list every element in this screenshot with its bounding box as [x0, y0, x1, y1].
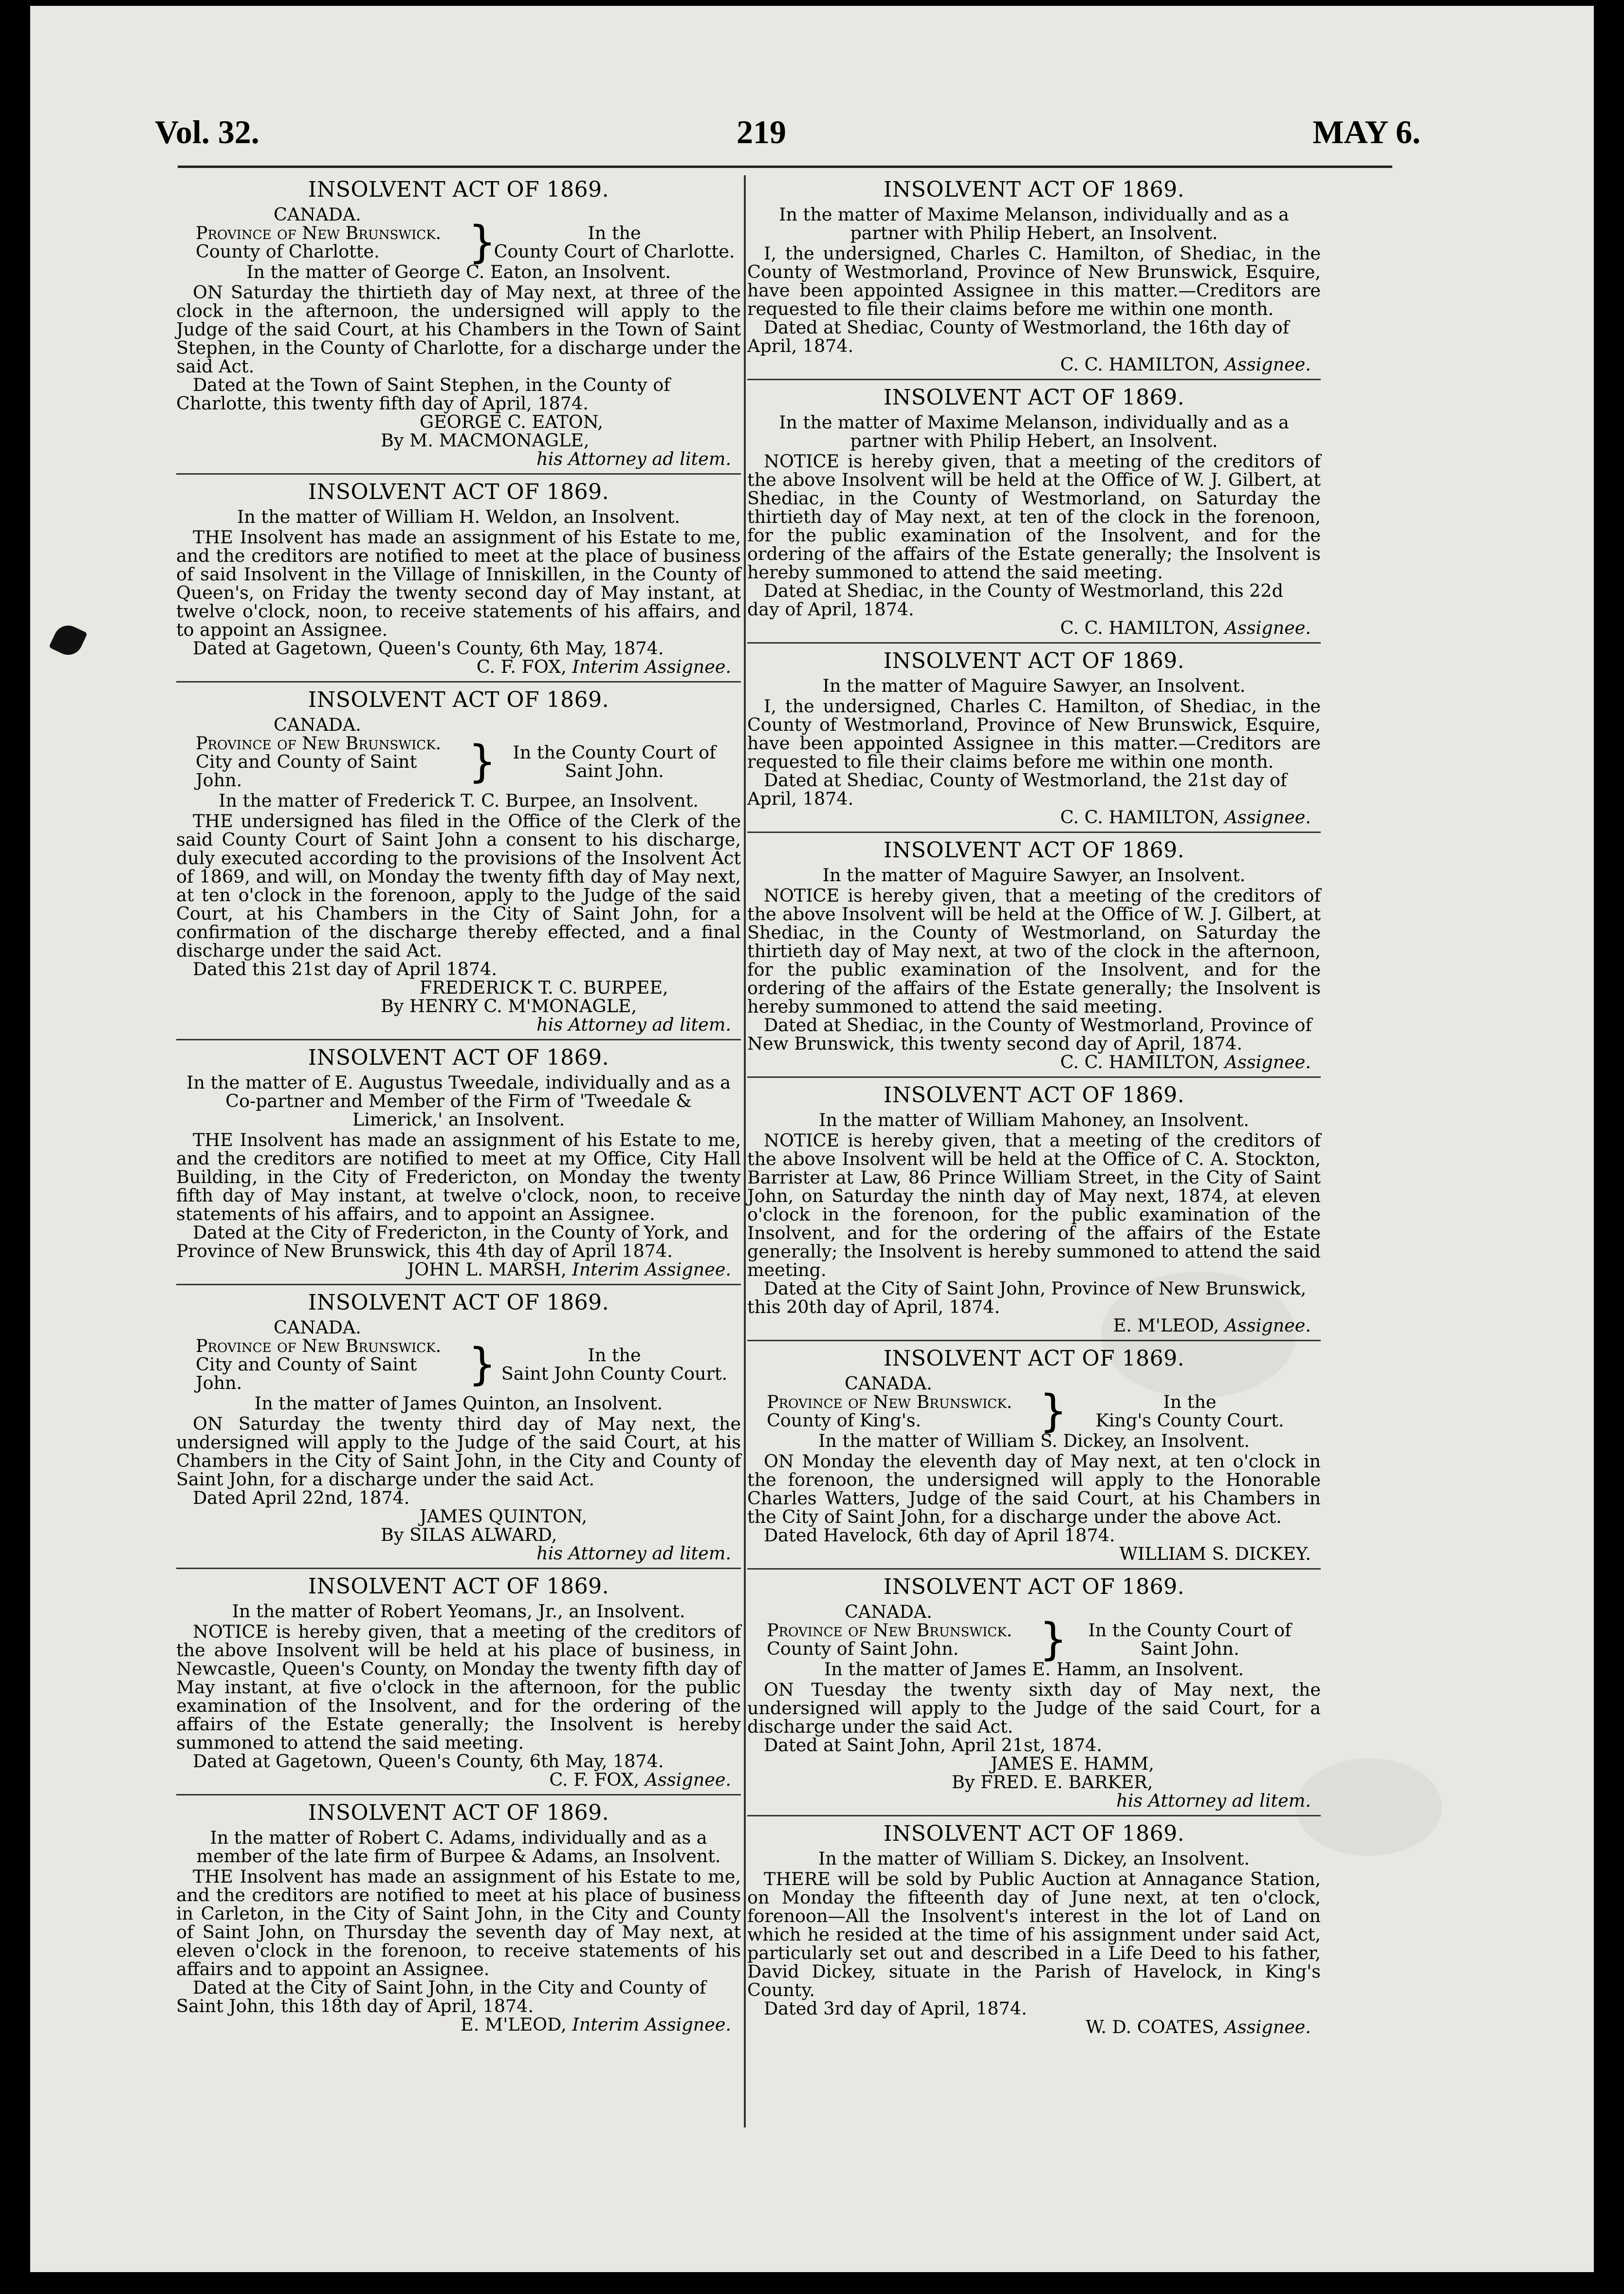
- attorney-name: SILAS ALWARD,: [409, 1524, 557, 1545]
- notice-body: NOTICE is hereby given, that a meeting of the creditors of the above Insolvent will be held at the Office of W. J. Gilbert, at Shediac, in the County of Westmorland, on Saturday the thirtieth day of May next, at ten of the clock in the forenoon, for the public examination of the Insolvent, and for the ordering of the affairs of the Estate generally; the Insolvent is hereby summoned to attend the said meeting.: [747, 451, 1321, 583]
- caption-left-line: Province of New Brunswick.: [767, 1620, 1013, 1641]
- matter-line: In the matter of E. Augustus Tweedale, individually and as a Co-partner and Member of the Firm of 'Tweedale & Limerick,' an Insolvent.: [186, 1072, 731, 1130]
- attorney-role: his Attorney ad litem.: [536, 1014, 731, 1035]
- signer-role: Assignee.: [1224, 354, 1311, 375]
- court-caption: [176, 1318, 741, 1392]
- notice-block: [176, 1798, 741, 2039]
- caption-court: [488, 1346, 741, 1383]
- signer-name: C. F. FOX,: [476, 656, 567, 677]
- notice-body: ON Saturday the thirtieth day of May next, at three of the clock in the afternoon, the undersigned will apply to the Judge of the said Court, at his Chambers in the Town of Saint Stephen, in the County of Charlotte, for a discharge under the said Act.: [176, 282, 741, 377]
- caption-jurisdiction: [176, 734, 468, 790]
- dated-line: Dated 3rd day of April, 1874.: [764, 1998, 1027, 2019]
- caption-country: CANADA.: [274, 204, 361, 225]
- notice-block: [747, 836, 1321, 1078]
- dated-line: Dated this 21st day of April 1874.: [193, 959, 497, 980]
- matter-line: In the matter of Frederick T. C. Burpee, an Insolvent.: [219, 790, 699, 811]
- caption-left-line: City and County of Saint John.: [196, 751, 417, 791]
- matter-line: In the matter of William S. Dickey, an Insolvent.: [818, 1848, 1250, 1869]
- matter-line: In the matter of Maguire Sawyer, an Insolvent.: [822, 675, 1246, 696]
- by-label: By: [381, 996, 404, 1017]
- brace-glyph: }: [468, 736, 497, 787]
- page-header: [155, 113, 1421, 166]
- caption-right-line: King's County Court.: [1095, 1410, 1284, 1431]
- signer-name: JOHN L. MARSH,: [407, 1259, 567, 1280]
- attorney-role: his Attorney ad litem.: [1116, 1790, 1311, 1811]
- dated-line: Dated at the City of Fredericton, in the County of York, and Province of New Brunswick, this 4th day of April 1874.: [176, 1222, 729, 1261]
- signer-name: FREDERICK T. C. BURPEE,: [420, 977, 668, 998]
- notice-title: INSOLVENT ACT OF 1869.: [308, 687, 609, 712]
- matter-line: In the matter of James E. Hamm, an Insolvent.: [824, 1659, 1244, 1680]
- matter-line: In the matter of George C. Eaton, an Insolvent.: [246, 261, 671, 282]
- court-caption: [747, 1601, 1321, 1665]
- notice-title: INSOLVENT ACT OF 1869.: [883, 648, 1185, 673]
- dated-line: Dated at Shediac, County of Westmorland, the 16th day of April, 1874.: [747, 317, 1290, 356]
- column-divider: [744, 175, 746, 2128]
- caption-left-line: County of Charlotte.: [196, 241, 380, 262]
- by-label: By: [952, 1772, 975, 1793]
- attorney-name: FRED. E. BARKER,: [980, 1772, 1153, 1793]
- court-caption: [176, 716, 741, 790]
- signature-line: [747, 619, 1321, 637]
- notice-body: THE undersigned has filed in the Office of the Clerk of the said County Court of Saint John a consent to his discharge, duly executed according to the provisions of the Insolvent Act of 1869, and will, on Monday the twenty fifth day of May next, at ten o'clock in the forenoon, apply to the Judge of the said Court, at his Chambers in the City of Saint John, for a confirmation of the discharge thereby effected, and a final discharge under the said Act.: [176, 811, 741, 961]
- signer-name: JAMES E. HAMM,: [991, 1753, 1155, 1774]
- caption-right-line: Saint John.: [565, 760, 664, 781]
- notice-body: NOTICE is hereby given, that a meeting of the creditors of the above Insolvent will be held at the Office of W. J. Gilbert, at Shediac, in the County of Westmorland, on Saturday the thirtieth day of May next, at two of the clock in the afternoon, for the public examination of the Insolvent, and for the ordering of the affairs of the Estate generally; the Insolvent is hereby summoned to attend the said meeting.: [747, 885, 1321, 1017]
- notice-body: I, the undersigned, Charles C. Hamilton, of Shediac, in the County of Westmorland, Province of New Brunswick, Esquire, have been appointed Assignee in this matter.—Creditors are requested to file their claims before me within one month.: [747, 696, 1321, 772]
- signature-line: [176, 1771, 741, 1789]
- brace-glyph: }: [1039, 1614, 1068, 1665]
- signature-line: [176, 2016, 741, 2034]
- caption-right-line: In the: [588, 1345, 641, 1366]
- signer-name: W. D. COATES,: [1086, 2016, 1219, 2037]
- caption-left-line: County of Saint John.: [767, 1638, 959, 1659]
- notice-body: ON Saturday the twenty third day of May next, the undersigned will apply to the Judge of the said Court, at his Chambers in the City of Saint John, in the City and County of Saint John, for a discharge under the said Act.: [176, 1413, 741, 1490]
- caption-jurisdiction: [176, 1337, 468, 1392]
- notice-body: NOTICE is hereby given, that a meeting of the creditors of the above Insolvent will be held at his place of business, in Newcastle, Queen's County, on Monday the twenty fifth day of May instant, at five o'clock in the afternoon, for the public examination of the Insolvent, and for the ordering of the affairs of the Estate generally; the Insolvent is hereby summoned to attend the said meeting.: [176, 1621, 741, 1753]
- caption-right-line: County Court of Charlotte.: [494, 241, 735, 262]
- notice-title: INSOLVENT ACT OF 1869.: [883, 177, 1185, 202]
- caption-row: [747, 1614, 1321, 1665]
- brace-glyph: }: [468, 1339, 497, 1390]
- signer-role: Assignee.: [1224, 1052, 1311, 1073]
- signature-line: [176, 658, 741, 676]
- notice-body: ON Tuesday the twenty sixth day of May next, the undersigned will apply to the Judge of the said Court, for a discharge under the said Act.: [747, 1679, 1321, 1737]
- signature-line: [747, 1316, 1321, 1335]
- left-column: [176, 175, 741, 2042]
- signature-line: [747, 355, 1321, 374]
- brace-glyph: }: [468, 217, 497, 268]
- caption-country: CANADA.: [274, 1317, 361, 1338]
- matter-line: In the matter of Robert C. Adams, individually and as a member of the late firm of Burpee & Adams, an Insolvent.: [196, 1827, 721, 1867]
- signature-line: [747, 1053, 1321, 1072]
- signer-name: E. M'LEOD,: [461, 2014, 567, 2035]
- attorney-role: his Attorney ad litem.: [536, 1543, 731, 1564]
- notice-body: THE Insolvent has made an assignment of his Estate to me, and the creditors are notified to meet at my Office, City Hall Building, in the City of Fredericton, on Monday the twenty fifth day of May instant, at twelve o'clock, noon, to receive statements of his affairs, and to appoint an Assignee.: [176, 1129, 741, 1224]
- caption-court: [1059, 1621, 1321, 1658]
- notice-block: [747, 383, 1321, 644]
- matter-line: In the matter of William S. Dickey, an Insolvent.: [818, 1430, 1250, 1451]
- signer-name: C. C. HAMILTON,: [1060, 354, 1219, 375]
- notice-title: INSOLVENT ACT OF 1869.: [883, 1574, 1185, 1599]
- by-label: By: [381, 1524, 404, 1545]
- signer-name: C. C. HAMILTON,: [1060, 807, 1219, 828]
- dated-line: Dated at the Town of Saint Stephen, in the County of Charlotte, this twenty fifth day of April, 1874.: [176, 374, 670, 414]
- signer-role: Assignee.: [1224, 807, 1311, 828]
- caption-left-line: City and County of Saint John.: [196, 1354, 417, 1393]
- signature-line: [176, 1260, 741, 1279]
- notice-title: INSOLVENT ACT OF 1869.: [308, 177, 609, 202]
- caption-row: [176, 1337, 741, 1392]
- notice-block: [176, 1288, 741, 1569]
- dated-line: Dated Havelock, 6th day of April 1874.: [764, 1525, 1115, 1546]
- caption-country: CANADA.: [274, 714, 361, 735]
- signer-role: Interim Assignee.: [572, 2014, 731, 2035]
- dated-line: Dated at Shediac, County of Westmorland, the 21st day of April, 1874.: [747, 770, 1287, 809]
- matter-line: In the matter of James Quinton, an Insolvent.: [254, 1393, 663, 1414]
- notice-block: [747, 1081, 1321, 1341]
- dated-line: Dated at Shediac, in the County of Westmorland, Province of New Brunswick, this twenty second day of April, 1874.: [747, 1015, 1312, 1054]
- notice-block: [747, 175, 1321, 380]
- notice-block: [176, 1043, 741, 1285]
- dated-line: Dated at Saint John, April 21st, 1874.: [764, 1735, 1102, 1756]
- notice-body: I, the undersigned, Charles C. Hamilton, of Shediac, in the County of Westmorland, Province of New Brunswick, Esquire, have been appointed Assignee in this matter.—Creditors are requested to file their claims before me within one month.: [747, 243, 1321, 319]
- caption-right-line: In the County Court of: [1088, 1620, 1292, 1641]
- caption-left-line: County of King's.: [767, 1410, 922, 1431]
- notice-title: INSOLVENT ACT OF 1869.: [308, 1045, 609, 1070]
- notice-block: [176, 478, 741, 683]
- caption-left-line: Province of New Brunswick.: [767, 1391, 1013, 1412]
- signer-role: Assignee.: [1224, 2016, 1311, 2037]
- notice-block: [747, 1572, 1321, 1816]
- issue-date: MAY 6.: [1312, 113, 1421, 150]
- caption-jurisdiction: [176, 224, 468, 261]
- page-number: 219: [737, 113, 786, 150]
- signer-name: E. M'LEOD,: [1113, 1315, 1219, 1336]
- caption-left-line: Province of New Brunswick.: [196, 222, 442, 243]
- dated-line: Dated at Gagetown, Queen's County, 6th May, 1874.: [193, 638, 664, 659]
- notice-block: [176, 175, 741, 475]
- dated-line: Dated at Gagetown, Queen's County, 6th May, 1874.: [193, 1751, 664, 1772]
- notice-title: INSOLVENT ACT OF 1869.: [883, 1346, 1185, 1371]
- by-label: By: [381, 430, 404, 451]
- notice-body: ON Monday the eleventh day of May next, at ten o'clock in the forenoon, the undersigned will apply to the Honorable Charles Watters, Judge of the said Court, at his Chambers in the City of Saint John, for a discharge under the above Act.: [747, 1451, 1321, 1527]
- notice-title: INSOLVENT ACT OF 1869.: [308, 1574, 609, 1599]
- caption-right-line: Saint John.: [1140, 1638, 1239, 1659]
- caption-right-line: In the County Court of: [513, 742, 716, 763]
- notice-title: INSOLVENT ACT OF 1869.: [883, 385, 1185, 410]
- caption-left-line: Province of New Brunswick.: [196, 1335, 442, 1356]
- notice-title: INSOLVENT ACT OF 1869.: [308, 1800, 609, 1825]
- notice-body: THE Insolvent has made an assignment of his Estate to me, and the creditors are notified to meet at his place of business in Carleton, in the City of Saint John, in the City and County of Saint John, on Thursday the seventh day of May next, at eleven o'clock in the forenoon, to receive statements of his affairs and to appoint an Assignee.: [176, 1866, 741, 1980]
- matter-line: In the matter of William H. Weldon, an Insolvent.: [237, 506, 680, 527]
- caption-country: CANADA.: [845, 1373, 932, 1394]
- matter-line: In the matter of Maguire Sawyer, an Insolvent.: [822, 865, 1246, 886]
- notice-title: INSOLVENT ACT OF 1869.: [308, 1290, 609, 1315]
- dated-line: Dated April 22nd, 1874.: [193, 1487, 410, 1508]
- signer-role: Interim Assignee.: [572, 1259, 731, 1280]
- volume-label: Vol. 32.: [155, 113, 259, 150]
- caption-left-line: Province of New Brunswick.: [196, 733, 442, 754]
- notice-block: [747, 1344, 1321, 1570]
- header-rule: [178, 166, 1392, 168]
- notice-block: [176, 685, 741, 1040]
- attorney-line: [176, 431, 741, 450]
- notice-body: THERE will be sold by Public Auction at Annagance Station, on Monday the fifteenth day of June next, at ten o'clock, forenoon—All the Insolvent's interest in the lot of Land on which he resided at the time of his assignment under said Act, particularly set out and described in a Life Deed to his father, David Dickey, situate in the Parish of Havelock, in King's County.: [747, 1868, 1321, 2000]
- signature-line: [747, 1545, 1321, 1563]
- notice-title: INSOLVENT ACT OF 1869.: [883, 838, 1185, 863]
- notice-title: INSOLVENT ACT OF 1869.: [883, 1083, 1185, 1108]
- caption-jurisdiction: [747, 1621, 1039, 1658]
- signer-name: C. C. HAMILTON,: [1060, 617, 1219, 638]
- signer-role: Assignee.: [1224, 617, 1311, 638]
- signature-line: [747, 808, 1321, 827]
- caption-court: [488, 224, 741, 261]
- notice-body: THE Insolvent has made an assignment of his Estate to me, and the creditors are notified to meet at the place of business of said Insolvent in the Village of Inniskillen, in the County of Queen's, on Friday the twenty second day of May instant, at twelve o'clock, noon, to receive statements of his affairs, and to appoint an Assignee.: [176, 527, 741, 640]
- matter-line: In the matter of Maxime Melanson, individually and as a partner with Philip Hebert, an Insolvent.: [779, 412, 1289, 451]
- matter-line: In the matter of Maxime Melanson, individually and as a partner with Philip Hebert, an Insolvent.: [779, 204, 1289, 243]
- notice-body: NOTICE is hereby given, that a meeting of the creditors of the above Insolvent will be held at the Office of C. A. Stockton, Barrister at Law, 86 Prince William Street, in the City of Saint John, on Saturday the ninth day of May next, 1874, at eleven o'clock in the forenoon, for the public examination of the Insolvent, and for the ordering of the affairs of the Estate generally; the Insolvent is hereby summoned to attend the said meeting.: [747, 1130, 1321, 1280]
- attorney-line: [747, 1773, 1321, 1792]
- brace-glyph: }: [1039, 1386, 1068, 1437]
- caption-jurisdiction: [747, 1393, 1039, 1430]
- attorney-line: [176, 1526, 741, 1544]
- attorney-role: his Attorney ad litem.: [536, 448, 731, 469]
- matter-line: In the matter of William Mahoney, an Insolvent.: [819, 1110, 1249, 1130]
- attorney-line: [176, 997, 741, 1016]
- notice-block: [176, 1572, 741, 1795]
- signer-name: C. C. HAMILTON,: [1060, 1052, 1219, 1073]
- caption-right-line: Saint John County Court.: [501, 1363, 728, 1384]
- notice-block: [747, 1819, 1321, 2041]
- caption-court: [488, 743, 741, 780]
- caption-row: [747, 1386, 1321, 1437]
- caption-court: [1059, 1393, 1321, 1430]
- attorney-name: M. MACMONAGLE,: [409, 430, 590, 451]
- attorney-name: HENRY C. M'MONAGLE,: [409, 996, 637, 1017]
- dated-line: Dated at Shediac, in the County of Westmorland, this 22d day of April, 1874.: [747, 580, 1283, 620]
- caption-row: [176, 217, 741, 268]
- court-caption: [747, 1373, 1321, 1437]
- dated-line: Dated at the City of Saint John, Province of New Brunswick, this 20th day of April, 1874.: [747, 1278, 1307, 1317]
- signer-role: Assignee.: [645, 1769, 731, 1790]
- signer-name: WILLIAM S. DICKEY.: [1119, 1543, 1311, 1564]
- signer-role: Assignee.: [1224, 1315, 1311, 1336]
- notice-block: [747, 647, 1321, 833]
- notice-title: INSOLVENT ACT OF 1869.: [883, 1821, 1185, 1846]
- dated-line: Dated at the City of Saint John, in the City and County of Saint John, this 18th day of April, 1874.: [176, 1977, 706, 2016]
- caption-country: CANADA.: [845, 1601, 932, 1622]
- court-caption: [176, 204, 741, 268]
- notice-title: INSOLVENT ACT OF 1869.: [308, 480, 609, 504]
- signature-line: [747, 2018, 1321, 2036]
- signer-role: Interim Assignee.: [572, 656, 731, 677]
- signer-name: JAMES QUINTON,: [420, 1506, 588, 1527]
- caption-right-line: In the: [588, 222, 641, 243]
- matter-line: In the matter of Robert Yeomans, Jr., an Insolvent.: [232, 1601, 685, 1622]
- right-column: [747, 175, 1321, 2044]
- caption-row: [176, 734, 741, 790]
- caption-right-line: In the: [1163, 1391, 1217, 1412]
- signer-name: GEORGE C. EATON,: [420, 411, 603, 432]
- signer-name: C. F. FOX,: [549, 1769, 640, 1790]
